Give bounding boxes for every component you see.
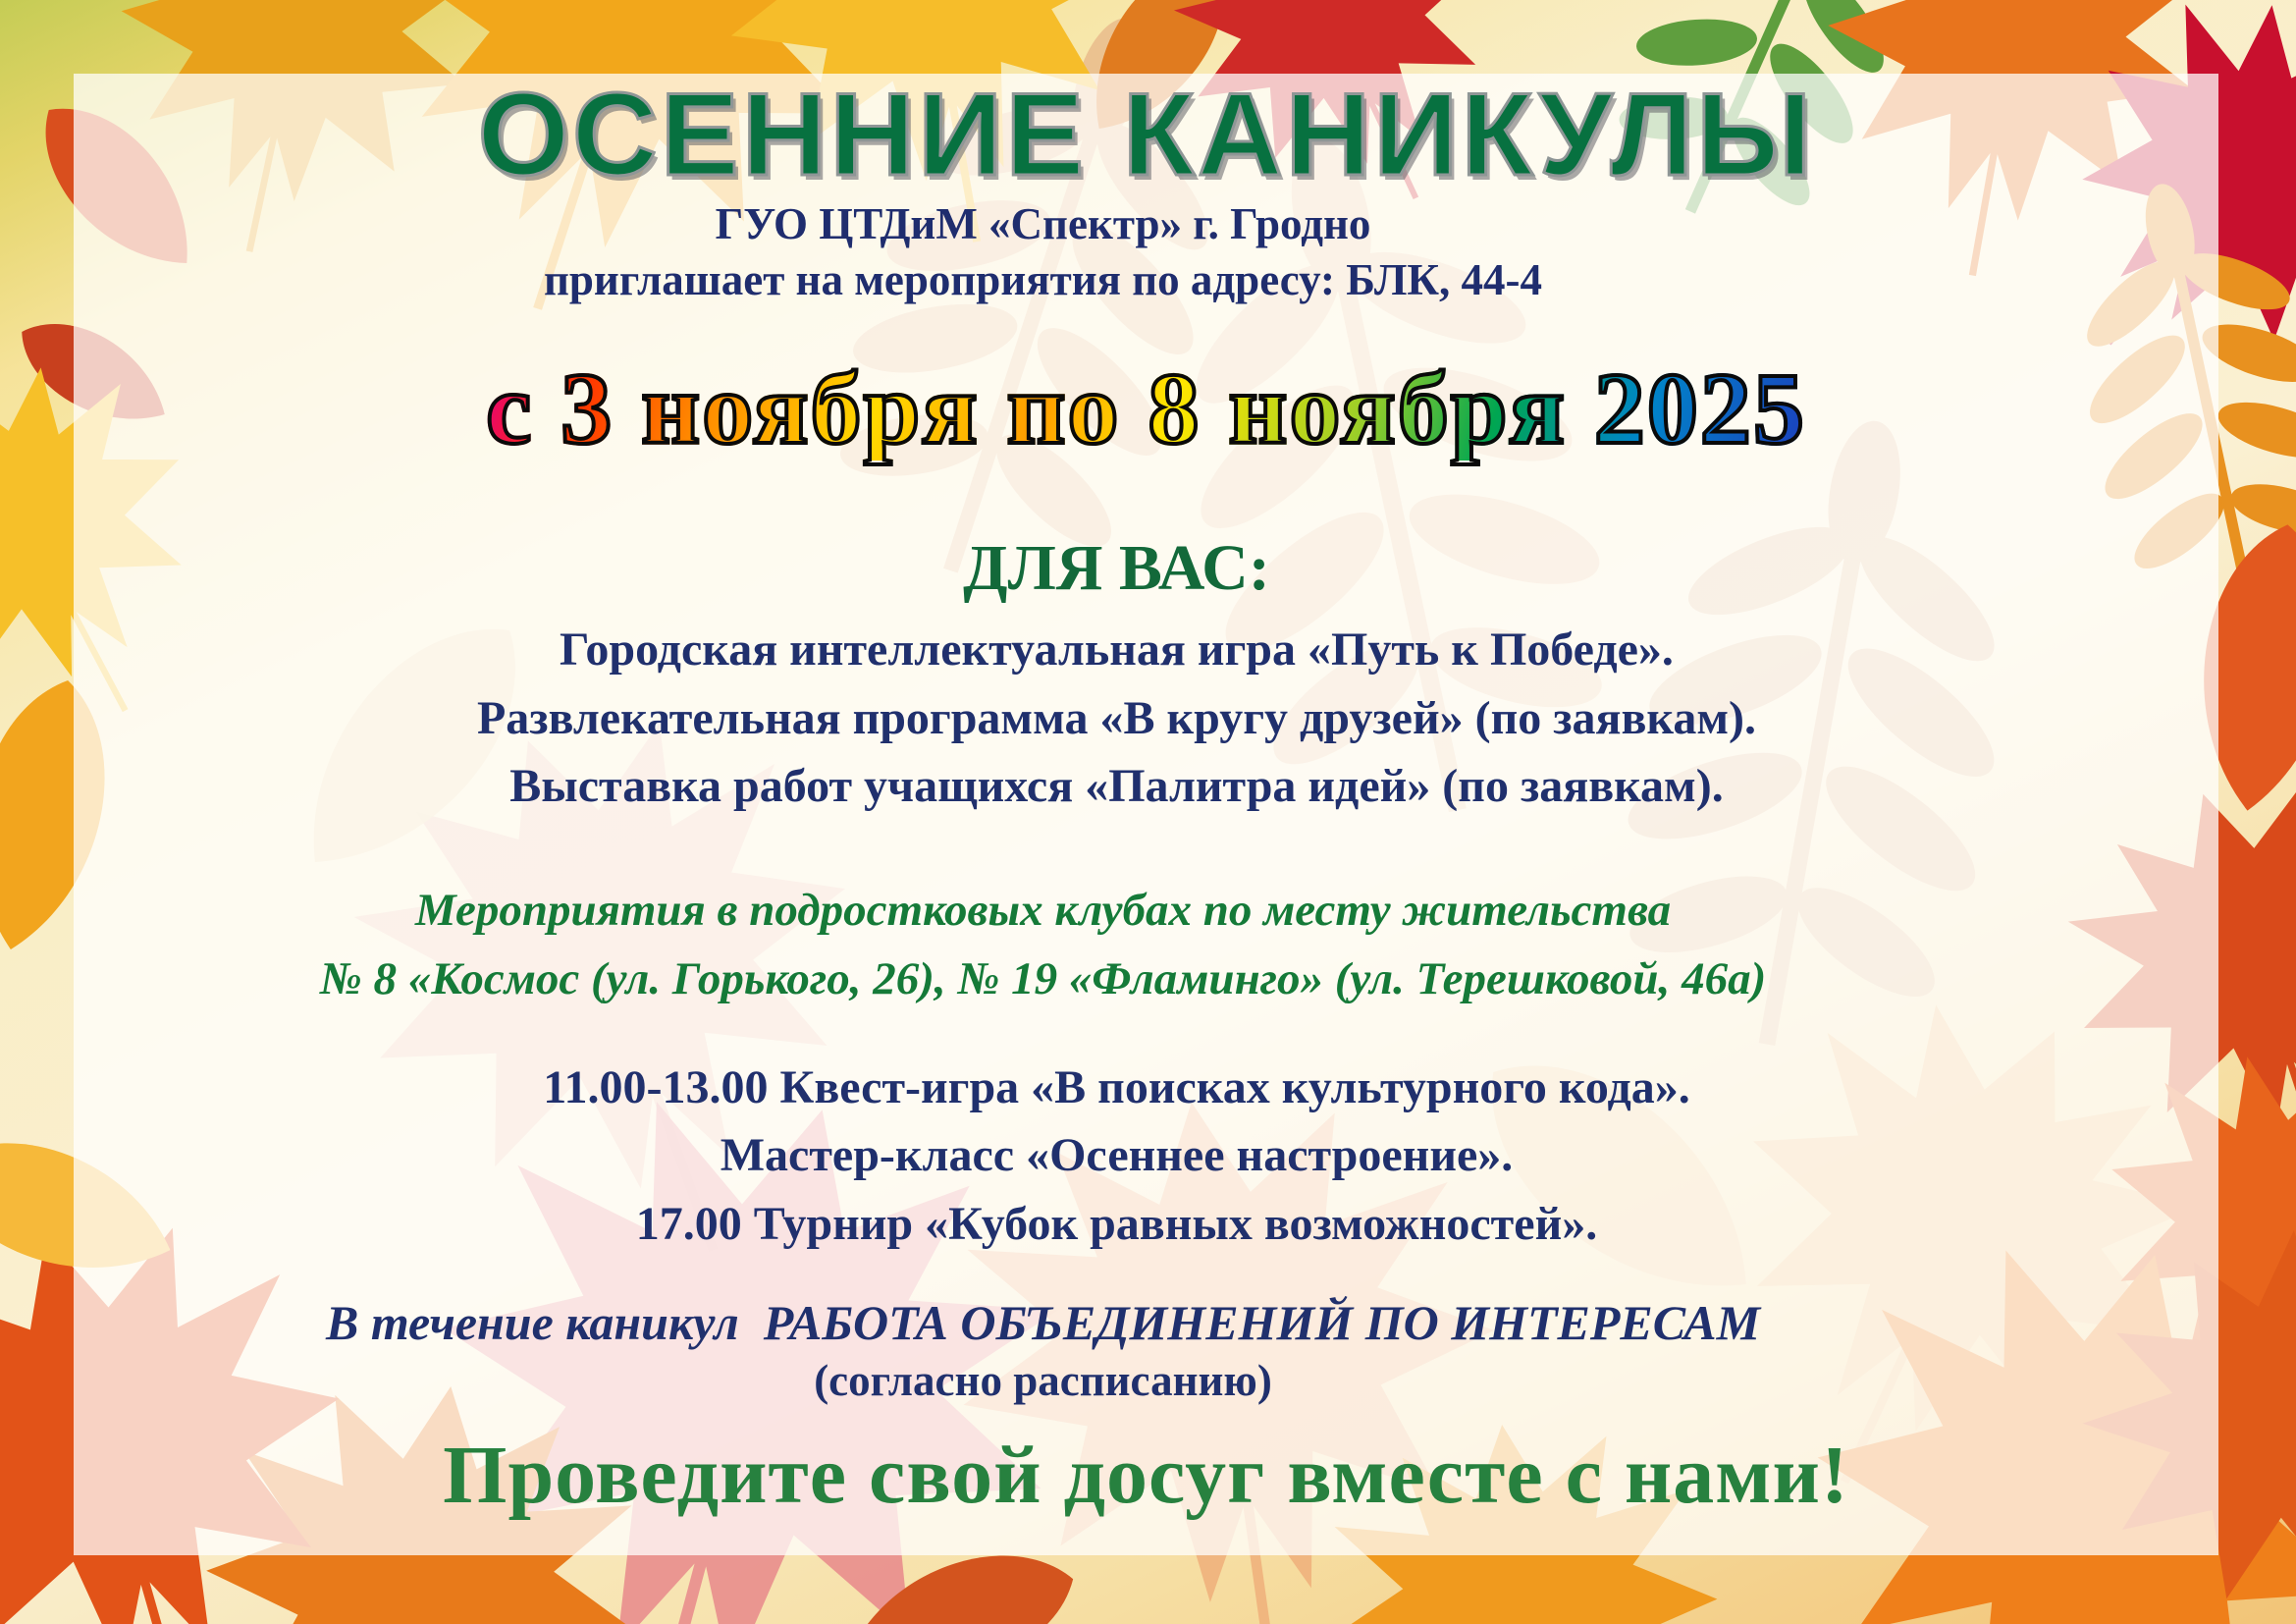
clubs-heading: Мероприятия в подростковых клубах по месту жительства: [414, 884, 1672, 936]
clubs-block: [320, 876, 1766, 1014]
club-event-line: 11.00-13.00 Квест-игра «В поисках культурного кода».: [543, 1060, 1690, 1113]
closing-line: Проведите свой досуг вместе с нами!: [443, 1429, 1849, 1521]
club-event-line: 17.00 Турнир «Кубок равных возможностей».: [635, 1197, 1598, 1250]
city-events-list: [477, 616, 1756, 821]
for-you-heading: ДЛЯ ВАС:: [963, 531, 1270, 604]
vacation-note-caps: РАБОТА ОБЪЕДИНЕНИЙ ПО ИНТЕРЕСАМ: [763, 1294, 1761, 1350]
vacation-note: [326, 1294, 1760, 1351]
club-event-line: Мастер-класс «Осеннее настроение».: [720, 1129, 1514, 1182]
organization-block: [544, 196, 1542, 309]
schedule-note: (согласно расписанию): [814, 1355, 1272, 1405]
date-range: с 3 ноября по 8 ноября 2025: [486, 352, 1806, 465]
city-event-line: Развлекательная программа «В кругу друзей» (по заявкам).: [476, 691, 1757, 744]
city-event-line: Выставка работ учащихся «Палитра идей» (по заявкам).: [509, 760, 1724, 813]
poster-content: [74, 69, 2218, 1555]
club-events-list: [543, 1054, 1690, 1259]
poster-title: ОСЕННИЕ КАНИКУЛЫ: [477, 69, 1815, 200]
vacation-note-italic: В течение каникул: [325, 1294, 764, 1350]
clubs-addresses: № 8 «Космос (ул. Горького, 26), № 19 «Фламинго» (ул. Терешковой, 46а): [319, 953, 1767, 1005]
city-event-line: Городская интеллектуальная игра «Путь к Победе».: [560, 623, 1674, 676]
organization-invitation: приглашает на мероприятия по адресу: БЛК, 44-4: [543, 255, 1543, 305]
organization-name: ГУО ЦТДиМ «Спектр» г. Гродно: [715, 198, 1371, 248]
